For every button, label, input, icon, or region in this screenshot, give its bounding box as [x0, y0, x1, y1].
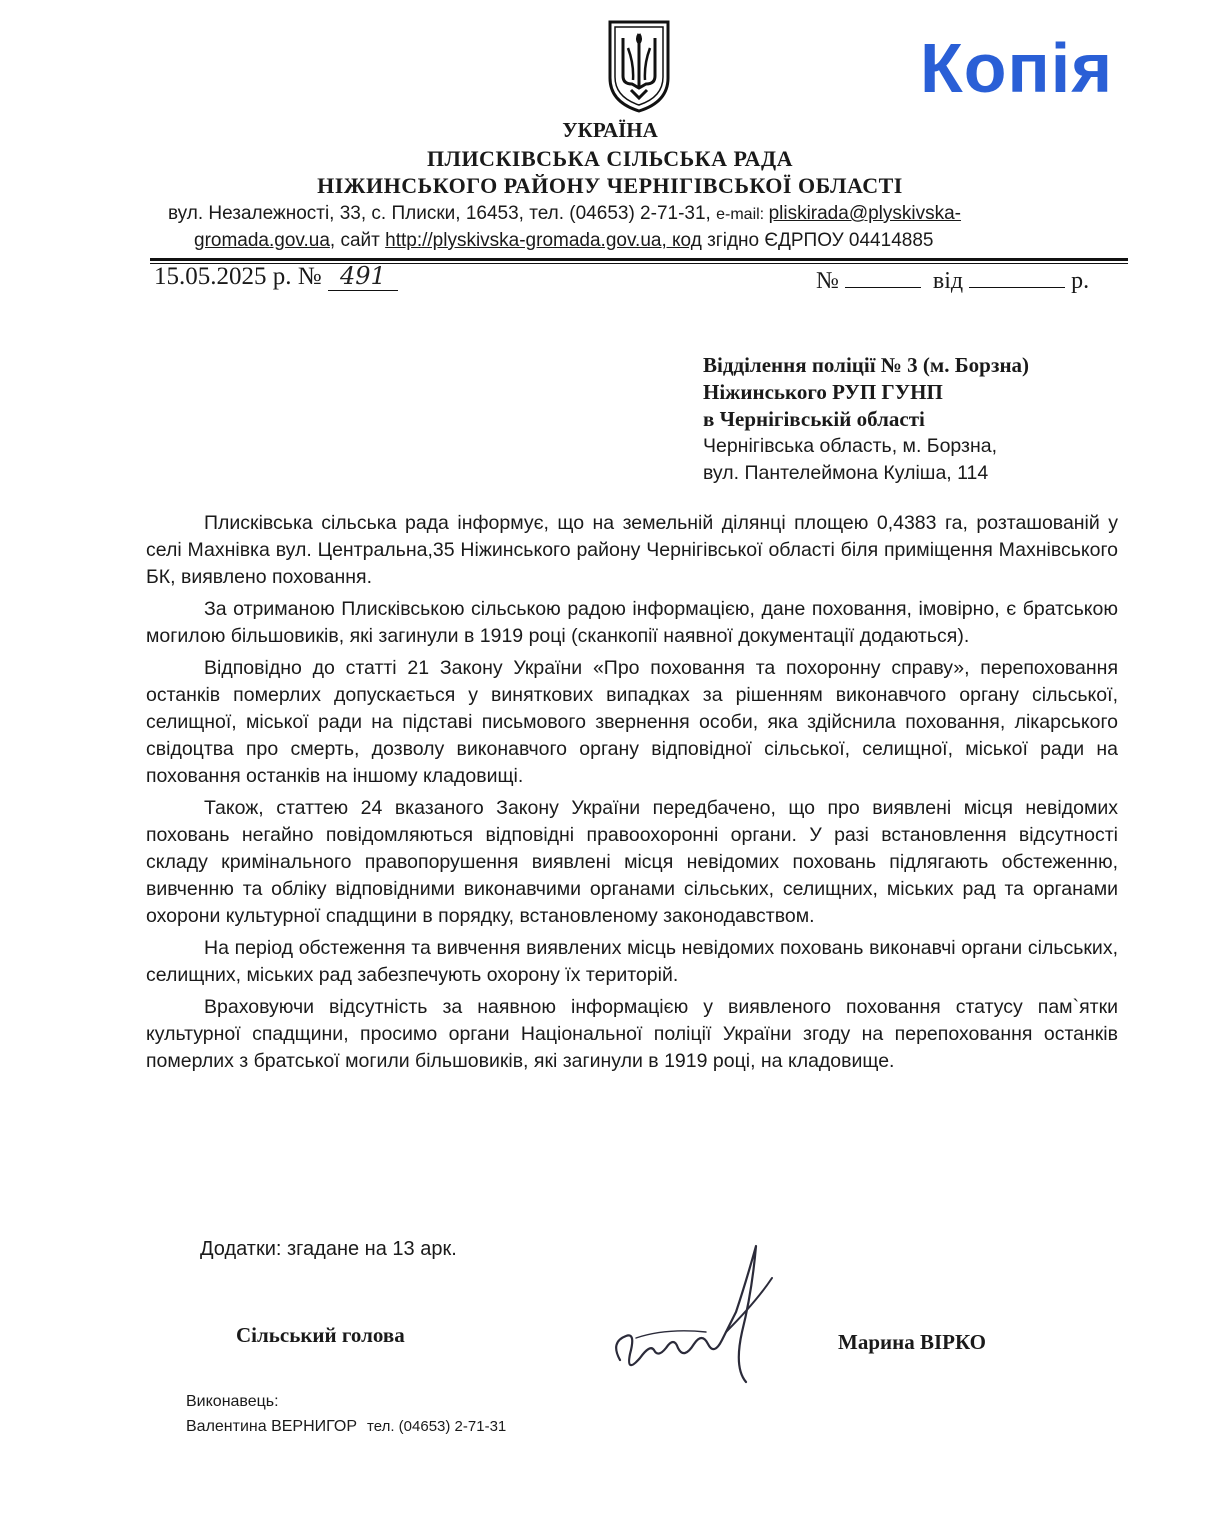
body-paragraph-1: Плисківська сільська рада інформує, що на земельній ділянці площею 0,4383 га, розташованій у селі Махнівка вул. Центральна,35 Ніжинського району Чернігівської області біля приміщення Махнівського БК, виявлено поховання. [146, 512, 1118, 588]
recipient-line-4: Чернігівська область, м. Борзна, [703, 435, 998, 457]
header-address-line-2 [194, 230, 1124, 252]
header-council: ПЛИСКІВСЬКА СІЛЬСЬКА РАДА [426, 146, 794, 171]
executor-name: Валентина ВЕРНИГОР [186, 1418, 358, 1435]
recipient-line-5: вул. Пантелеймона Куліша, 114 [703, 462, 989, 484]
header-edrpou: згідно ЄДРПОУ 04414885 [701, 230, 934, 251]
executor-label: Виконавець: [186, 1393, 279, 1410]
copy-stamp: Копія [920, 29, 1114, 107]
header-country: УКРАЇНА [562, 118, 658, 142]
executor-line [186, 1418, 506, 1436]
incoming-date-blank [969, 287, 1065, 288]
body-paragraph-2: За отриманою Плисківською сільською радою інформацією, дане поховання, імовірно, є братською могилою більшовиків, які загинули в 1919 році (сканкопії наявної документації додаються). [146, 598, 1118, 647]
header-site-link[interactable]: http://plyskivska-gromada.gov.ua [385, 230, 662, 251]
recipient-line-3: в Чернігівській області [703, 407, 925, 431]
incoming-number-label: № [816, 268, 839, 294]
header-district: НІЖИНСЬКОГО РАЙОНУ ЧЕРНІГІВСЬКОЇ ОБЛАСТІ [317, 173, 903, 198]
incoming-number-blank [845, 287, 921, 288]
outgoing-date: 15.05.2025 р. № [154, 263, 322, 290]
outgoing-number: 491 [328, 262, 398, 291]
tryzub-coat-of-arms-icon [604, 18, 674, 114]
recipient-block [703, 352, 1123, 487]
signatory-title: Сільський голова [236, 1323, 405, 1347]
body-paragraph-6: Враховуючи відсутність за наявною інформацією у виявленого поховання статусу пам`ятки культурної спадщини, просимо органи Національної поліції України згоду на перепоховання останків померлих з братської могили більшовиків, які загинули в 1919 році, на кладовище. [146, 996, 1118, 1072]
executor-phone: тел. (04653) 2-71-31 [367, 1418, 507, 1435]
body-paragraph-4: Також, статтею 24 вказаного Закону України передбачено, що про виявлені місця невідомих поховань негайно повідомляються відповідні правоохоронні органи. У разі встановлення відсутності складу кримінального правопорушення виявлені місця невідомих поховань підлягають обстеженню, вивченню та обліку відповідними виконавчими органами сільських, селищних, міських рад та органами охорони культурної спадщини в порядку, встановленому законодавством. [146, 797, 1118, 927]
body-paragraph-3: Відповідно до статті 21 Закону України «Про поховання та похоронну справу», перепоховання останків померлих допускається у виняткових випадках за рішенням виконавчого органу сільської, селищної, міської ради на підставі письмового звернення особи, яка здійснила поховання, лікарського свідоцтва про смерть, дозволу виконавчого органу відповідної сільської, селищної, міської ради на поховання останків на іншому кладовищі. [146, 657, 1118, 787]
signatory-name: Марина ВІРКО [838, 1330, 986, 1354]
body-paragraph-5: На період обстеження та вивчення виявлених місць невідомих поховань виконавчі органи сільських, селищних, міських рад забезпечують охорону їх територій. [146, 937, 1118, 986]
header-email-link-cont[interactable]: gromada.gov.ua [194, 230, 330, 251]
incoming-from-label: від [932, 268, 964, 294]
attachments-note: Додатки: згадане на 13 арк. [200, 1238, 457, 1260]
header-email-label: e-mail: [716, 206, 769, 223]
handwritten-signature-icon [606, 1232, 786, 1392]
incoming-year-suffix: р. [1071, 268, 1090, 294]
header-code-label: , код [661, 230, 702, 251]
letter-body [146, 510, 1118, 1080]
recipient-line-1: Відділення поліції № 3 (м. Борзна) [703, 353, 1030, 377]
header-site-label: , сайт [329, 230, 386, 251]
recipient-line-2: Ніжинського РУП ГУНП [703, 380, 943, 404]
header-divider-thick [150, 258, 1128, 261]
header-address-line-1 [168, 203, 1128, 225]
registration-line [154, 262, 1124, 298]
header-address: вул. Незалежності, 33, с. Плиски, 16453, тел. (04653) 2-71-31, [168, 203, 717, 224]
header-email-link[interactable]: pliskirada@plyskivska- [768, 203, 962, 224]
